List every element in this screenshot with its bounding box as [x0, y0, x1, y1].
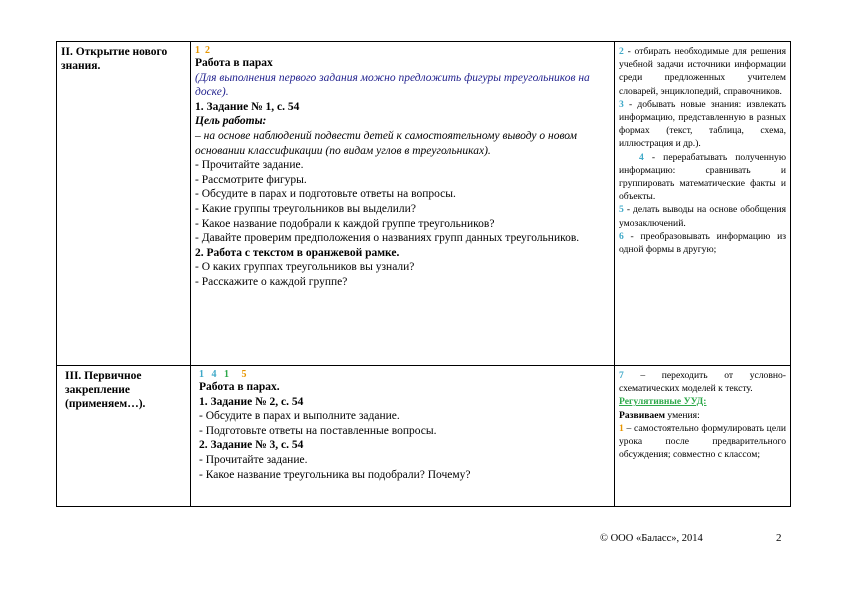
list-item: - Какие группы треугольников вы выделили?	[195, 202, 416, 215]
skill-number: 4	[639, 151, 644, 163]
activity-cell	[191, 42, 615, 366]
skill-item	[619, 369, 786, 395]
page-number: 2	[776, 532, 782, 544]
teacher-note: (Для выполнения первого задания можно предложить фигуры треугольников на доске).	[195, 71, 590, 99]
skill-number: 1	[224, 369, 229, 380]
skill-number: 2	[205, 45, 210, 56]
goal-text: – на основе наблюдений подвести детей к самостоятельному выводу о новом основании классификации (по видам углов в треугольниках).	[195, 129, 577, 157]
activity-cell	[191, 366, 615, 507]
skill-text: - добывать новые знания: извлекать информацию, представленную в разных формах (текст, таблица, схема, иллюстрация и др.).	[619, 98, 786, 150]
skill-number: 1	[199, 369, 204, 380]
skill-number: 4	[211, 369, 217, 380]
skill-number: 7	[619, 370, 624, 381]
list-item: - Прочитайте задание.	[195, 159, 304, 172]
lesson-table	[56, 41, 791, 507]
list-item: - Какое название подобрали к каждой группе треугольников?	[195, 217, 495, 230]
task-heading: 1. Задание № 2, с. 54	[199, 395, 304, 408]
stage-cell	[57, 42, 191, 366]
stage-cell	[57, 366, 191, 507]
skill-number: 5	[241, 369, 247, 380]
list-item: - Прочитайте задание.	[199, 453, 308, 466]
skill-item	[619, 45, 786, 98]
stage-title: III. Первичное закрепление (применяем…).	[65, 370, 146, 410]
list-item: - О каких группах треугольников вы узнали?	[195, 261, 415, 274]
list-item: - Обсудите в парах и подготовьте ответы на вопросы.	[195, 188, 456, 201]
regulative-heading: Регулятивные УУД:	[619, 396, 707, 408]
skill-number: 5	[619, 204, 624, 216]
skill-item	[619, 203, 786, 229]
skill-text: - преобразовывать информацию из одной формы в другую;	[619, 230, 786, 256]
skill-number: 2	[619, 46, 624, 57]
task-heading: 2. Задание № 3, с. 54	[199, 439, 304, 452]
skill-text: – переходить от условно-схематических моделей к тексту.	[619, 370, 786, 395]
skill-numbers	[195, 369, 610, 380]
task-heading: 2. Работа с текстом в оранжевой рамке.	[195, 246, 400, 259]
skills-cell	[615, 366, 791, 507]
skill-text: - перерабатывать полученную информацию: сравнивать и группировать математические факты и объекты.	[619, 151, 786, 203]
skill-number: 6	[619, 230, 624, 242]
skill-numbers	[195, 45, 610, 56]
list-item: - Какое название треугольника вы подобрали? Почему?	[199, 468, 471, 481]
skill-item	[619, 151, 786, 204]
develop-label: Развиваем	[619, 409, 665, 421]
stage-title: II. Открытие нового знания.	[61, 46, 168, 72]
develop-line	[619, 409, 786, 422]
list-item: - Расскажите о каждой группе?	[195, 275, 348, 288]
skill-item	[619, 98, 786, 151]
list-item: - Давайте проверим предположения о названиях групп данных треугольников.	[195, 232, 580, 245]
list-item: - Подготовьте ответы на поставленные вопросы.	[199, 424, 437, 437]
table-row	[57, 366, 791, 507]
skill-item	[619, 230, 786, 256]
skill-text: - делать выводы на основе обобщения умозаключений.	[619, 204, 786, 229]
skills-cell	[615, 42, 791, 366]
skill-text: - отбирать необходимые для решения учебной задачи источники информации среди предложенных учителем словарей, энциклопедий, справочников.	[619, 46, 786, 97]
copyright-footer: © ООО «Баласс», 2014	[600, 533, 703, 544]
list-item: - Рассмотрите фигуры.	[195, 173, 307, 186]
list-item: - Обсудите в парах и выполните задание.	[199, 410, 400, 423]
activity-title: Работа в парах.	[199, 381, 280, 393]
skill-item	[619, 422, 786, 462]
goal-label: Цель работы:	[195, 115, 267, 128]
skill-number: 1	[619, 422, 624, 434]
skill-number: 1	[195, 45, 200, 56]
table-row	[57, 42, 791, 366]
skill-text: – самостоятельно формулировать цели урока после предварительного обсуждения; совместно с классом;	[619, 422, 786, 461]
develop-text: умения:	[665, 409, 700, 421]
task-heading: 1. Задание № 1, с. 54	[195, 100, 300, 113]
skill-number: 3	[619, 98, 624, 110]
activity-title: Работа в парах	[195, 57, 273, 69]
